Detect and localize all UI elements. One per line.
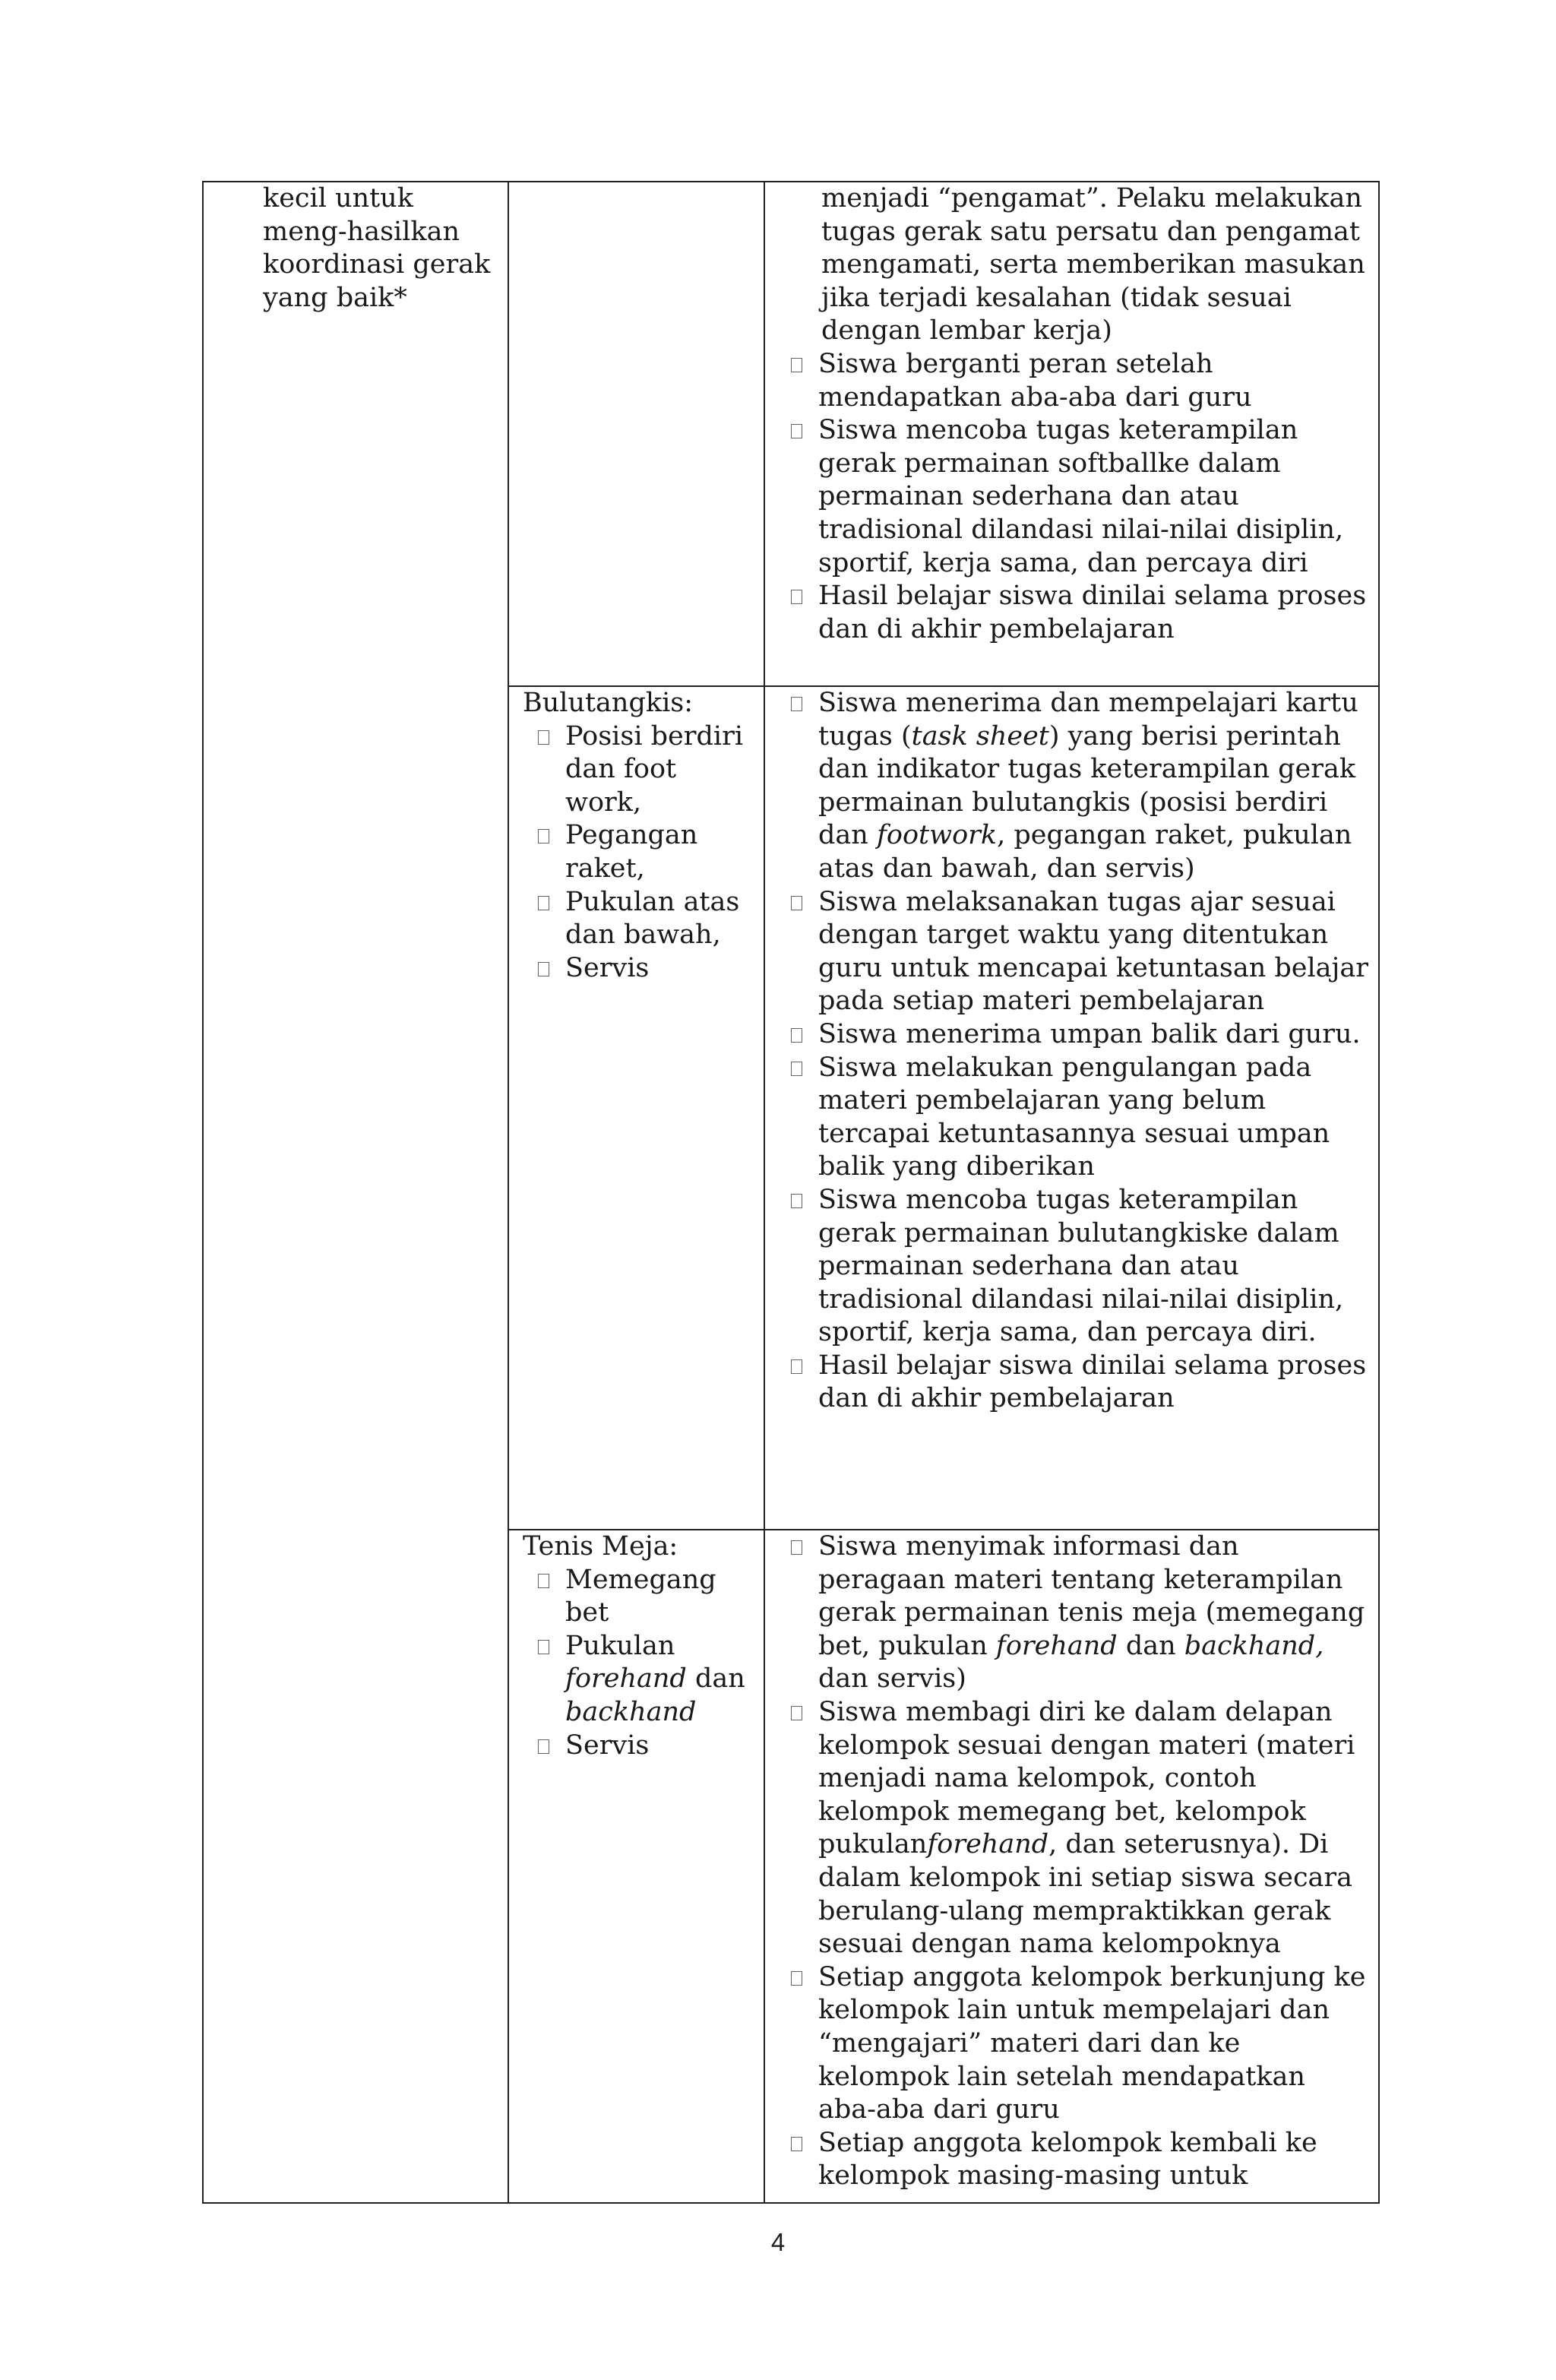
list-item: Hasil belajar siswa dinilai selama proses dan di akhir pembelajaran [785, 1350, 1371, 1416]
checkbox-bullet-icon [538, 962, 549, 976]
checkbox-bullet-icon [791, 1540, 802, 1555]
competency-cell [203, 182, 508, 2203]
list-item: Siswa membagi diri ke dalam delapan kelompok sesuai dengan materi (materi menjadi nama kelompok, contoh kelompok memegang bet, kelompok pukulanforehand, dan seterusnya). Di dalam kelompok ini setiap siswa secara berulang-ulang mempraktikkan gerak sesuai dengan nama kelompoknya [785, 1696, 1371, 1961]
table-row [203, 182, 1379, 686]
list-item: Siswa menerima umpan balik dari guru. [785, 1018, 1371, 1052]
activity-continuation: menjadi “pengamat”. Pelaku melakukan tugas gerak satu persatu dan pengamat mengamati, serta memberikan masukan jika terjadi kesalahan (tidak sesuai dengan lembar kerja) [821, 183, 1365, 347]
lesson-plan-table [202, 181, 1380, 2204]
list-item: Siswa menerima dan mempelajari kartu tugas (task sheet) yang berisi perintah dan indikator tugas keterampilan gerak permainan bulutangkis (posisi berdiri dan footwork, pegangan raket, pukulan atas dan bawah, dan servis) [785, 687, 1371, 886]
list-item: Hasil belajar siswa dinilai selama proses dan di akhir pembelajaran [785, 580, 1371, 646]
list-item: Siswa melakukan pengulangan pada materi pembelajaran yang belum tercapai ketuntasannya sesuai umpan balik yang diberikan [785, 1052, 1371, 1184]
list-item: Siswa menyimak informasi dan peragaan materi tentang keterampilan gerak permainan tenis meja (memegang bet, pukulan forehand dan backhand, dan servis) [785, 1530, 1371, 1696]
checkbox-bullet-icon [791, 896, 802, 910]
checkbox-bullet-icon [791, 2137, 802, 2151]
checkbox-bullet-icon [538, 1640, 549, 1654]
topic-item: Pukulan atas dan bawah, [532, 886, 757, 952]
competency-text: kecil untuk meng-hasilkan koordinasi gerak yang baik* [263, 183, 491, 313]
checkbox-bullet-icon [791, 1706, 802, 1720]
list-item: Siswa mencoba tugas keterampilan gerak permainan bulutangkiske dalam permainan sederhana dan atau tradisional dilandasi nilai-nilai disiplin, sportif, kerja sama, dan percaya diri. [785, 1184, 1371, 1350]
checkbox-bullet-icon [791, 697, 802, 711]
topic-item: Servis [532, 1730, 757, 1763]
topic-item: Servis [532, 952, 757, 986]
activity-cell-tenis-meja [764, 1530, 1379, 2203]
checkbox-bullet-icon [791, 1028, 802, 1043]
list-item: Siswa melaksanakan tugas ajar sesuai dengan target waktu yang ditentukan guru untuk mencapai ketuntasan belajar pada setiap materi pembelajaran [785, 886, 1371, 1018]
material-cell-bulutangkis [508, 686, 764, 1530]
list-item: Siswa mencoba tugas keterampilan gerak permainan softballke dalam permainan sederhana dan atau tradisional dilandasi nilai-nilai disiplin, sportif, kerja sama, dan percaya diri [785, 414, 1371, 580]
activity-cell-softball [764, 182, 1379, 686]
checkbox-bullet-icon [538, 896, 549, 910]
checkbox-bullet-icon [791, 1359, 802, 1374]
topic-item: Memegang bet [532, 1564, 757, 1630]
checkbox-bullet-icon [538, 730, 549, 745]
checkbox-bullet-icon [791, 424, 802, 438]
topic-item: Pukulan forehand dan backhand [532, 1630, 757, 1730]
topic-item: Posisi berdiri dan foot work, [532, 720, 757, 820]
list-item: Siswa berganti peran setelah mendapatkan aba-aba dari guru [785, 348, 1371, 414]
checkbox-bullet-icon [538, 1739, 549, 1754]
checkbox-bullet-icon [791, 590, 802, 604]
checkbox-bullet-icon [791, 358, 802, 372]
list-item: Setiap anggota kelompok kembali ke kelompok masing-masing untuk [785, 2127, 1371, 2193]
topic-title: Bulutangkis: [523, 688, 694, 718]
topic-item: Pegangan raket, [532, 819, 757, 885]
activity-cell-bulutangkis [764, 686, 1379, 1530]
checkbox-bullet-icon [538, 829, 549, 843]
page-number: 4 [770, 2228, 786, 2256]
checkbox-bullet-icon [791, 1062, 802, 1076]
material-cell-empty [508, 182, 764, 686]
material-cell-tenis-meja [508, 1530, 764, 2203]
checkbox-bullet-icon [791, 1194, 802, 1208]
list-item: Setiap anggota kelompok berkunjung ke kelompok lain untuk mempelajari dan “mengajari” materi dari dan ke kelompok lain setelah mendapatkan aba-aba dari guru [785, 1961, 1371, 2127]
topic-title: Tenis Meja: [523, 1531, 678, 1562]
checkbox-bullet-icon [791, 1971, 802, 1986]
checkbox-bullet-icon [538, 1574, 549, 1588]
